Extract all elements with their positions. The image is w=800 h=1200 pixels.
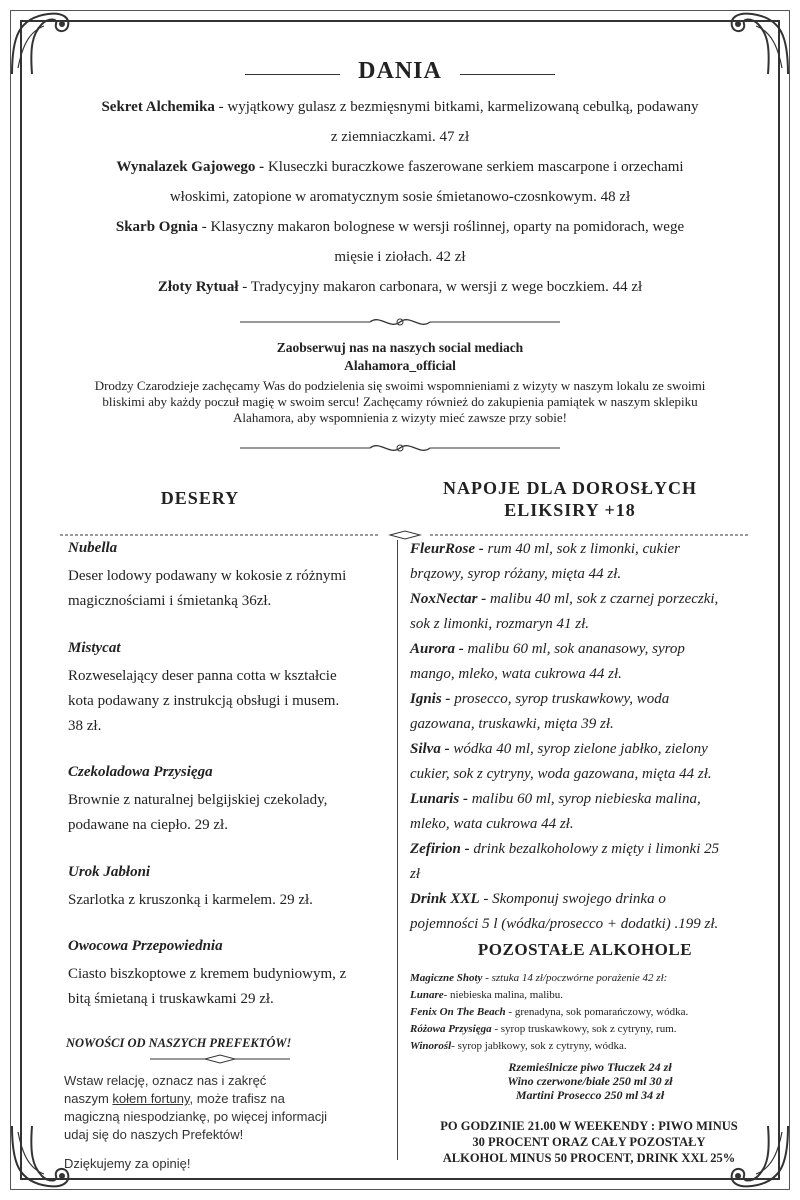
section-title-dania: DANIA xyxy=(358,58,442,84)
drink-name: FleurRose - xyxy=(410,541,484,557)
dish-item xyxy=(40,152,760,212)
shot-name: Magiczne Shoty xyxy=(410,972,483,984)
drink-desc: zł xyxy=(410,866,421,882)
shot-desc: - syrop jabłkowy, sok z cytryny, wódka. xyxy=(451,1040,627,1052)
section-title-napoje: NAPOJE DLA DOROSŁYCH xyxy=(442,478,698,498)
drink-line xyxy=(410,812,768,837)
news-line: , może trafisz na xyxy=(189,1091,285,1106)
section-title-desery: DESERY xyxy=(160,488,240,508)
social-line: Drodzy Czarodzieje zachęcamy Was do podzielenia się swoimi wspomnieniami z wizyty w naszym lokalu ze swoimi xyxy=(94,378,706,393)
dish-desc: - Klasyczny makaron bolognese w wersji roślinnej, oparty na pomidorach, wege xyxy=(198,219,685,235)
dessert-desc xyxy=(68,962,388,1012)
drinks-list xyxy=(410,537,768,937)
prosecco-line: Martini Prosecco 250 ml 34 zł xyxy=(515,1088,665,1102)
drink-desc: sok z limonki, rozmaryn 41 zł. xyxy=(410,616,590,632)
news-line: naszym xyxy=(64,1091,113,1106)
drink-line xyxy=(410,837,768,862)
beer-wine-list xyxy=(410,1060,770,1102)
dish-desc: Kluseczki buraczkowe faszerowane serkiem mascarpone i orzechami xyxy=(264,159,684,175)
drink-desc: mleko, wata cukrowa 44 zł. xyxy=(410,816,574,832)
news-line: Wstaw relację, oznacz nas i zakręć xyxy=(64,1073,267,1088)
drink-line xyxy=(410,912,768,937)
desc-line: kota podawany z instrukcją obsługi i musem. xyxy=(68,693,340,709)
drink-line xyxy=(410,737,768,762)
drink-name: Ignis - xyxy=(410,691,451,707)
drink-name: Aurora - xyxy=(410,641,464,657)
ornament-divider-icon xyxy=(150,1054,290,1064)
shot-line xyxy=(410,970,770,987)
shot-desc: - syrop truskawkowy, sok z cytryny, rum. xyxy=(491,1023,677,1035)
desc-line: Ciasto biszkoptowe z kremem budyniowym, z xyxy=(68,966,347,982)
dessert-name: Urok Jabłoni xyxy=(68,864,151,880)
drink-line xyxy=(410,562,768,587)
desc-line: Deser lodowy podawany w kokosie z różnymi xyxy=(68,568,347,584)
dish-desc-2: mięsie i ziołach. 42 zł xyxy=(334,249,466,265)
promo-line: PO GODZINIE 21.00 W WEEKENDY : PIWO MINUS xyxy=(440,1119,738,1133)
social-line: bliskimi aby każdy poczuł magię w swoim sercu! Zachęcamy również do zakupienia pamiątek w naszym sklepiku xyxy=(102,394,698,409)
desc-line: Rozweselający deser panna cotta w kształcie xyxy=(68,668,337,684)
desc-line: magicznościami i śmietanką 36zł. xyxy=(68,593,272,609)
drink-desc: malibu 60 ml, sok ananasowy, syrop xyxy=(463,641,685,657)
social-title: Zaobserwuj nas na naszych social mediach xyxy=(276,340,524,355)
shot-name: Lunare xyxy=(410,989,444,1001)
section-title-eliksiry: ELIKSIRY +18 xyxy=(504,500,636,520)
column-divider xyxy=(397,540,398,1160)
dish-item xyxy=(40,272,760,302)
shot-desc: - niebieska malina, malibu. xyxy=(443,989,564,1001)
drink-line xyxy=(410,762,768,787)
drink-line xyxy=(410,537,768,562)
dish-name: Złoty Rytuał xyxy=(157,279,239,295)
dish-item xyxy=(40,92,760,152)
drink-line xyxy=(410,612,768,637)
dessert-desc xyxy=(68,564,388,614)
wheel-of-fortune-link[interactable]: kołem fortuny xyxy=(112,1091,190,1106)
desc-line: bitą śmietaną i truskawkami 29 zł. xyxy=(68,991,274,1007)
drink-desc: mango, mleko, wata cukrowa 44 zł. xyxy=(410,666,622,682)
social-line: Alahamora, aby wspomnienia z wizyty mieć zawsze przy sobie! xyxy=(233,410,567,425)
thanks-text: Dziękujemy za opinię! xyxy=(64,1156,191,1171)
dessert-desc xyxy=(68,888,388,913)
promo-line: ALKOHOL MINUS 50 PROCENT, DRINK XXL 25% xyxy=(442,1151,736,1165)
drink-desc: rum 40 ml, sok z limonki, cukier xyxy=(483,541,680,557)
shots-list xyxy=(410,970,770,1055)
dish-desc: - wyjątkowy gulasz z bezmięsnymi bitkami, karmelizowaną cebulką, podawany xyxy=(214,99,699,115)
dessert-name: Owocowa Przepowiednia xyxy=(68,938,223,954)
dish-name: Wynalazek Gajowego - xyxy=(116,159,265,175)
drink-name: Drink XXL xyxy=(410,891,480,907)
wine-line: Wino czerwone/białe 250 ml 30 zł xyxy=(507,1074,673,1088)
ornament-divider-icon xyxy=(240,440,560,456)
drink-desc: malibu 60 ml, syrop niebieska malina, xyxy=(467,791,701,807)
desc-line: Brownie z naturalnej belgijskiej czekolady, xyxy=(68,792,328,808)
promo-text xyxy=(404,1118,774,1166)
desc-line: Szarlotka z kruszonką i karmelem. 29 zł. xyxy=(68,892,313,908)
desc-line: podawane na ciepło. 29 zł. xyxy=(68,817,228,833)
shot-line xyxy=(410,1004,770,1021)
drink-desc: malibu 40 ml, sok z czarnej porzeczki, xyxy=(486,591,719,607)
dish-name: Skarb Ognia xyxy=(115,219,198,235)
drink-name: Zefirion - xyxy=(410,841,470,857)
promo-line: 30 PROCENT ORAZ CAŁY POZOSTAŁY xyxy=(472,1135,706,1149)
drink-desc: drink bezalkoholowy z mięty i limonki 25 xyxy=(469,841,720,857)
dessert-name: Nubella xyxy=(68,540,118,556)
social-handle: Alahamora_official xyxy=(344,358,456,373)
shot-desc: - sztuka 14 zł/poczwórne porażenie 42 zł: xyxy=(482,972,668,984)
news-text xyxy=(64,1072,394,1144)
shot-line xyxy=(410,1021,770,1038)
dish-desc-2: z ziemniaczkami. 47 zł xyxy=(330,129,470,145)
drink-line xyxy=(410,887,768,912)
drink-line xyxy=(410,587,768,612)
shot-desc: - grenadyna, sok pomarańczowy, wódka. xyxy=(505,1006,689,1018)
ornament-divider-icon xyxy=(240,314,560,330)
shot-name: Różowa Przysięga xyxy=(410,1023,492,1035)
drink-desc: wódka 40 ml, syrop zielone jabłko, zielony xyxy=(449,741,708,757)
drink-desc: gazowana, truskawki, mięta 39 zł. xyxy=(410,716,614,732)
dessert-desc xyxy=(68,664,388,739)
drink-name: Lunaris - xyxy=(410,791,468,807)
drink-line xyxy=(410,862,768,887)
drink-desc: prosecco, syrop truskawkowy, woda xyxy=(450,691,670,707)
drink-desc: cukier, sok z cytryny, woda gazowana, mięta 44 zł. xyxy=(410,766,712,782)
drink-desc: pojemności 5 l (wódka/prosecco + dodatki) .199 zł. xyxy=(410,916,719,932)
desc-line: 38 zł. xyxy=(68,718,102,734)
news-line: magiczną niespodziankę, po więcej informacji xyxy=(64,1109,328,1124)
drink-desc: brązowy, syrop różany, mięta 44 zł. xyxy=(410,566,622,582)
beer-line: Rzemieślnicze piwo Tłuczek 24 zł xyxy=(508,1060,672,1074)
social-text xyxy=(40,378,760,426)
news-line: udaj się do naszych Prefektów! xyxy=(64,1127,244,1142)
dessert-name: Czekoladowa Przysięga xyxy=(68,764,213,780)
drink-desc: - Skomponuj swojego drinka o xyxy=(479,891,666,907)
news-title: NOWOŚCI OD NASZYCH PREFEKTÓW! xyxy=(66,1036,292,1050)
drink-line xyxy=(410,687,768,712)
dish-desc: - Tradycyjny makaron carbonara, w wersji z wege boczkiem. 44 zł xyxy=(238,279,643,295)
dish-name: Sekret Alchemika xyxy=(101,99,215,115)
dessert-name: Mistycat xyxy=(68,640,121,656)
dish-item xyxy=(40,212,760,272)
drink-line xyxy=(410,787,768,812)
shot-name: Winorośl xyxy=(410,1040,452,1052)
drink-line xyxy=(410,662,768,687)
dessert-desc xyxy=(68,788,388,838)
shot-line xyxy=(410,987,770,1004)
shot-name: Fenix On The Beach xyxy=(410,1006,506,1018)
shot-line xyxy=(410,1038,770,1055)
drink-name: Silva - xyxy=(410,741,450,757)
drink-line xyxy=(410,637,768,662)
drink-name: NoxNectar - xyxy=(410,591,487,607)
section-title-other-alcohol: POZOSTAŁE ALKOHOLE xyxy=(477,940,693,959)
drink-line xyxy=(410,712,768,737)
dish-desc-2: włoskimi, zatopione w aromatycznym sosie śmietanowo-czosnkowym. 48 zł xyxy=(169,189,631,205)
